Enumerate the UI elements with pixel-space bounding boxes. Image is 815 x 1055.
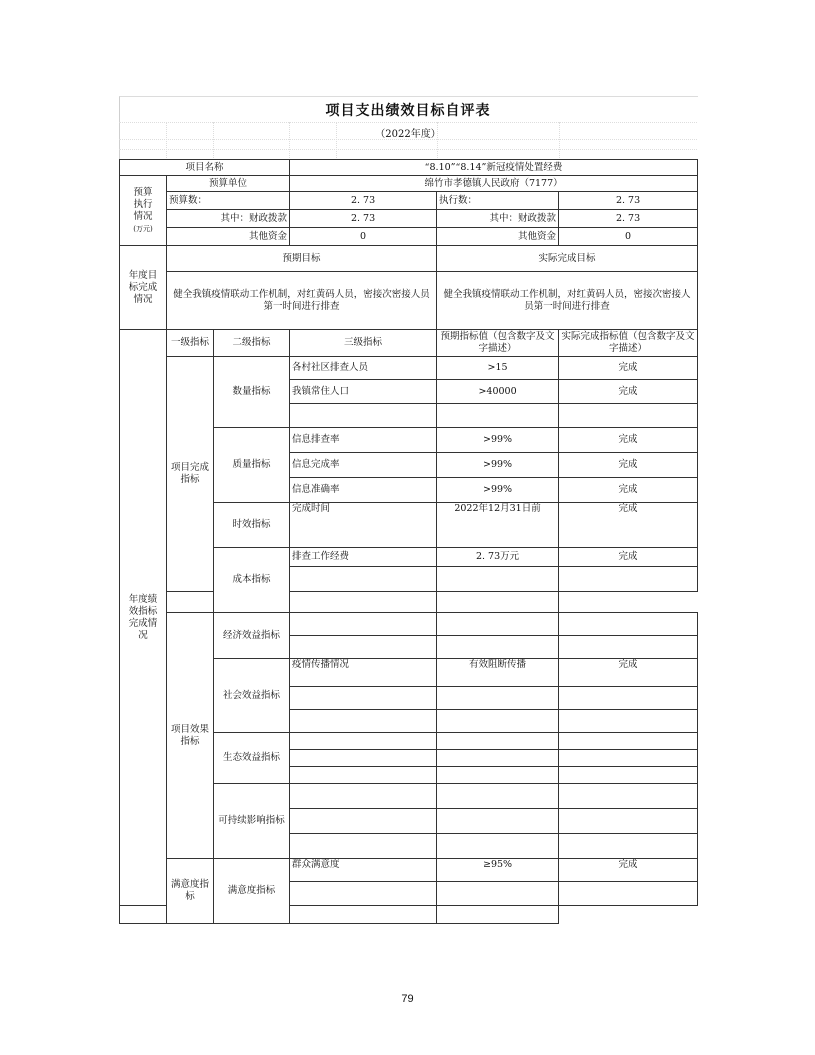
- indicator-expected: >99%: [437, 428, 559, 453]
- empty-cell: [437, 809, 559, 834]
- page-number: 79: [401, 993, 414, 1005]
- indicator-expected: >99%: [437, 478, 559, 503]
- other-exec-label: 其他资金: [437, 228, 559, 246]
- expected-goal-text: 健全我镇疫情联动工作机制，对红黄码人员，密接次密接人员第一时间进行排查: [167, 272, 437, 330]
- indicator-actual: 完成: [559, 357, 698, 380]
- indicator-actual: 完成: [559, 548, 698, 567]
- evaluation-table: [119, 159, 698, 924]
- empty-cell: [290, 750, 437, 767]
- empty-cell: [290, 404, 437, 428]
- empty-cell: [437, 613, 559, 636]
- other-budget-value: 0: [290, 228, 437, 246]
- empty-cell: [559, 784, 698, 809]
- expected-value-header: 预期指标值（包含数字及文字描述）: [437, 330, 559, 357]
- quality-indicator-label: 质量指标: [214, 428, 290, 503]
- exec-amount-value: 2. 73: [559, 192, 698, 210]
- indicator-expected: >40000: [437, 380, 559, 404]
- economic-indicator-label: 经济效益指标: [214, 613, 290, 659]
- ecological-indicator-label: 生态效益指标: [214, 733, 290, 784]
- budget-label-line: 执行: [133, 198, 153, 210]
- indicator-actual: 完成: [559, 503, 698, 548]
- indicator-expected: 2022年12月31日前: [437, 503, 559, 548]
- empty-cell: [290, 834, 437, 859]
- indicator-actual: 完成: [559, 859, 698, 882]
- indicator-expected: ≥95%: [437, 859, 559, 882]
- effect-indicator-label: 项目效果指标: [167, 613, 214, 859]
- fiscal-budget-label: 其中：财政拨款: [167, 210, 290, 228]
- empty-cell: [559, 733, 698, 750]
- budget-unit-value: 绵竹市孝德镇人民政府（7177）: [290, 176, 698, 192]
- document-year: （2022年度）: [375, 129, 441, 140]
- empty-cell: [290, 767, 437, 784]
- indicator-expected: >15: [437, 357, 559, 380]
- empty-cell: [559, 767, 698, 784]
- empty-cell: [437, 834, 559, 859]
- empty-cell: [290, 906, 437, 924]
- indicator-name: 各村社区排查人员: [290, 357, 437, 380]
- budget-section-label: [120, 176, 167, 246]
- empty-cell: [437, 404, 559, 428]
- sustainability-indicator-label: 可持续影响指标: [214, 784, 290, 859]
- other-budget-label: 其他资金: [167, 228, 290, 246]
- grid-line: [119, 122, 697, 123]
- empty-cell: [437, 882, 559, 906]
- empty-cell: [290, 636, 437, 659]
- empty-cell: [437, 592, 559, 613]
- empty-cell: [437, 784, 559, 809]
- annual-goal-label: 年度目标完成情况: [120, 246, 167, 330]
- timeliness-indicator-label: 时效指标: [214, 503, 290, 548]
- level2-header: 二级指标: [214, 330, 290, 357]
- empty-cell: [559, 613, 698, 636]
- empty-cell: [167, 592, 214, 613]
- empty-cell: [559, 404, 698, 428]
- actual-goal-text: 健全我镇疫情联动工作机制，对红黄码人员，密接次密接人员第一时间进行排查: [437, 272, 698, 330]
- empty-cell: [290, 567, 437, 592]
- empty-cell: [437, 567, 559, 592]
- indicator-name: 信息排查率: [290, 428, 437, 453]
- empty-cell: [437, 733, 559, 750]
- budget-amount-label: 预算数：: [167, 192, 290, 210]
- indicator-name: 我镇常住人口: [290, 380, 437, 404]
- project-name-label: 项目名称: [120, 160, 290, 176]
- project-name-value: “8.10”“8.14”新冠疫情处置经费: [290, 160, 698, 176]
- empty-cell: [290, 710, 437, 733]
- empty-cell: [559, 636, 698, 659]
- empty-cell: [290, 592, 437, 613]
- budget-unit-label: 预算单位: [167, 176, 290, 192]
- satisfaction-sub-indicator-label: 满意度指标: [214, 859, 290, 924]
- empty-cell: [437, 687, 559, 710]
- empty-cell: [437, 710, 559, 733]
- level3-header: 三级指标: [290, 330, 437, 357]
- quantity-indicator-label: 数量指标: [214, 357, 290, 428]
- level1-header: 一级指标: [167, 330, 214, 357]
- fiscal-exec-label: 其中：财政拨款: [437, 210, 559, 228]
- empty-cell: [559, 750, 698, 767]
- exec-amount-label: 执行数：: [437, 192, 559, 210]
- empty-cell: [290, 784, 437, 809]
- indicator-expected: >99%: [437, 453, 559, 478]
- empty-cell: [120, 906, 167, 924]
- actual-goal-header: 实际完成目标: [437, 246, 698, 272]
- indicator-expected: 有效阻断传播: [437, 659, 559, 687]
- fiscal-budget-value: 2. 73: [290, 210, 437, 228]
- satisfaction-indicator-label: 满意度指标: [167, 859, 214, 924]
- indicator-actual: 完成: [559, 659, 698, 687]
- indicator-section-label: 年度绩效指标完成情况: [120, 330, 167, 906]
- output-indicator-label: 项目完成指标: [167, 357, 214, 592]
- indicator-actual: 完成: [559, 380, 698, 404]
- empty-cell: [290, 733, 437, 750]
- empty-cell: [290, 687, 437, 710]
- indicator-actual: 完成: [559, 478, 698, 503]
- grid-line: [119, 149, 697, 150]
- budget-amount-value: 2. 73: [290, 192, 437, 210]
- empty-cell: [290, 613, 437, 636]
- indicator-name: 完成时间: [290, 503, 437, 548]
- social-indicator-label: 社会效益指标: [214, 659, 290, 733]
- empty-cell: [437, 636, 559, 659]
- empty-cell: [559, 710, 698, 733]
- actual-value-header: 实际完成指标值（包含数字及文字描述）: [559, 330, 698, 357]
- empty-cell: [290, 809, 437, 834]
- budget-label-line: 预算: [133, 186, 153, 198]
- empty-cell: [559, 882, 698, 906]
- fiscal-exec-value: 2. 73: [559, 210, 698, 228]
- indicator-actual: 完成: [559, 453, 698, 478]
- budget-label-line: 情况: [133, 210, 153, 222]
- indicator-name: 信息准确率: [290, 478, 437, 503]
- indicator-name: 群众满意度: [290, 859, 437, 882]
- empty-cell: [437, 767, 559, 784]
- empty-cell: [290, 882, 437, 906]
- empty-cell: [559, 567, 698, 592]
- empty-cell: [437, 750, 559, 767]
- indicator-name: 疫情传播情况: [290, 659, 437, 687]
- document-title: 项目支出绩效目标自评表: [325, 103, 491, 119]
- empty-cell: [559, 687, 698, 710]
- empty-cell: [559, 834, 698, 859]
- indicator-name: 信息完成率: [290, 453, 437, 478]
- other-exec-value: 0: [559, 228, 698, 246]
- empty-cell: [559, 809, 698, 834]
- cost-indicator-label: 成本指标: [214, 548, 290, 613]
- empty-cell: [437, 906, 559, 924]
- indicator-actual: 完成: [559, 428, 698, 453]
- indicator-name: 排查工作经费: [290, 548, 437, 567]
- expected-goal-header: 预期目标: [167, 246, 437, 272]
- indicator-expected: 2. 73万元: [437, 548, 559, 567]
- budget-unit-label: (万元): [133, 224, 153, 233]
